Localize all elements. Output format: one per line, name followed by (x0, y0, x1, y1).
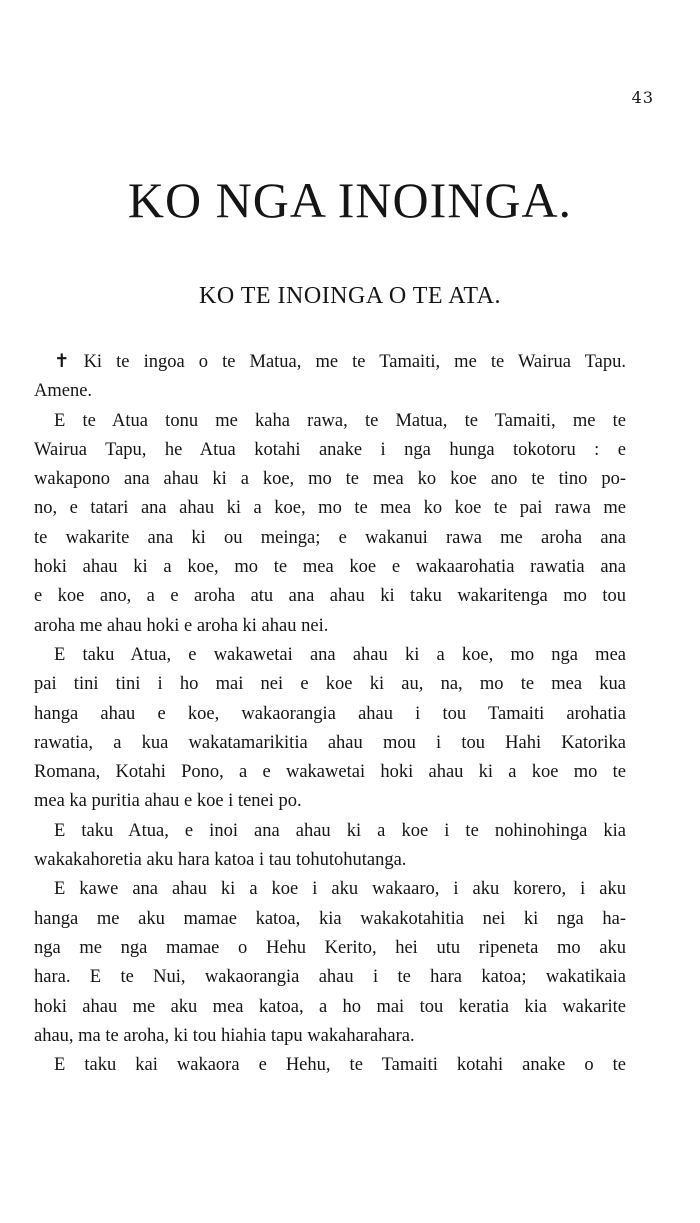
text-line: hoki ahau ki a koe, mo te mea koe e wakaarohatia rawatia ana (34, 557, 626, 578)
text-line: pai tini tini i ho mai nei e koe ki au, na, mo te mea kua (34, 674, 626, 695)
text-line: Amene. (34, 381, 93, 402)
text-line: ✝ Ki te ingoa o te Matua, me te Tamaiti, me te Wairua Tapu. (54, 352, 626, 372)
page-number: 43 (631, 88, 654, 107)
chapter-title: KO NGA INOINGA. (127, 172, 573, 228)
text-line: hanga me aku mamae katoa, kia wakakotahitia nei ki nga ha- (34, 908, 626, 929)
text-line: wakapono ana ahau ki a koe, mo te mea ko koe ano te tino po- (34, 469, 626, 490)
text-line: nga me nga mamae o Hehu Kerito, hei utu ripeneta mo aku (34, 937, 626, 958)
text-line: hoki ahau me aku mea katoa, a ho mai tou keratia kia wakarite (34, 996, 626, 1017)
text-line: E taku kai wakaora e Hehu, te Tamaiti kotahi anake o te (54, 1055, 626, 1076)
text-line: e koe ano, a e aroha atu ana ahau ki taku wakaritenga mo tou (34, 586, 626, 607)
prayer-title: KO TE INOINGA O TE ATA. (198, 283, 501, 309)
text-line: te wakarite ana ki ou meinga; e wakanui rawa me aroha ana (34, 527, 626, 548)
text-line: E te Atua tonu me kaha rawa, te Matua, te Tamaiti, me te (54, 410, 626, 431)
text-line: Wairua Tapu, he Atua kotahi anake i nga hunga tokotoru : e (34, 439, 626, 460)
prayer-text (34, 348, 626, 1080)
text-line: Romana, Kotahi Pono, a e wakawetai hoki ahau ki a koe mo te (34, 762, 626, 783)
text-line: mea ka puritia ahau e koe i tenei po. (34, 791, 302, 812)
text-line: hanga ahau e koe, wakaorangia ahau i tou Tamaiti arohatia (34, 703, 626, 724)
text-line: ahau, ma te aroha, ki tou hiahia tapu wakaharahara. (34, 1025, 415, 1046)
text-line: hara. E te Nui, wakaorangia ahau i te hara katoa; wakatikaia (34, 967, 626, 988)
text-line: E taku Atua, e inoi ana ahau ki a koe i te nohinohinga kia (54, 820, 626, 841)
text-line: aroha me ahau hoki e aroha ki ahau nei. (34, 615, 329, 636)
text-line: wakakahoretia aku hara katoa i tau tohutohutanga. (34, 850, 407, 871)
text-line: E kawe ana ahau ki a koe i aku wakaaro, i aku korero, i aku (54, 879, 626, 900)
text-line: E taku Atua, e wakawetai ana ahau ki a koe, mo nga mea (54, 644, 626, 665)
text-line: no, e tatari ana ahau ki a koe, mo te mea ko koe te pai rawa me (34, 498, 626, 519)
text-line: rawatia, a kua wakatamarikitia ahau mou i tou Hahi Katorika (34, 732, 626, 753)
